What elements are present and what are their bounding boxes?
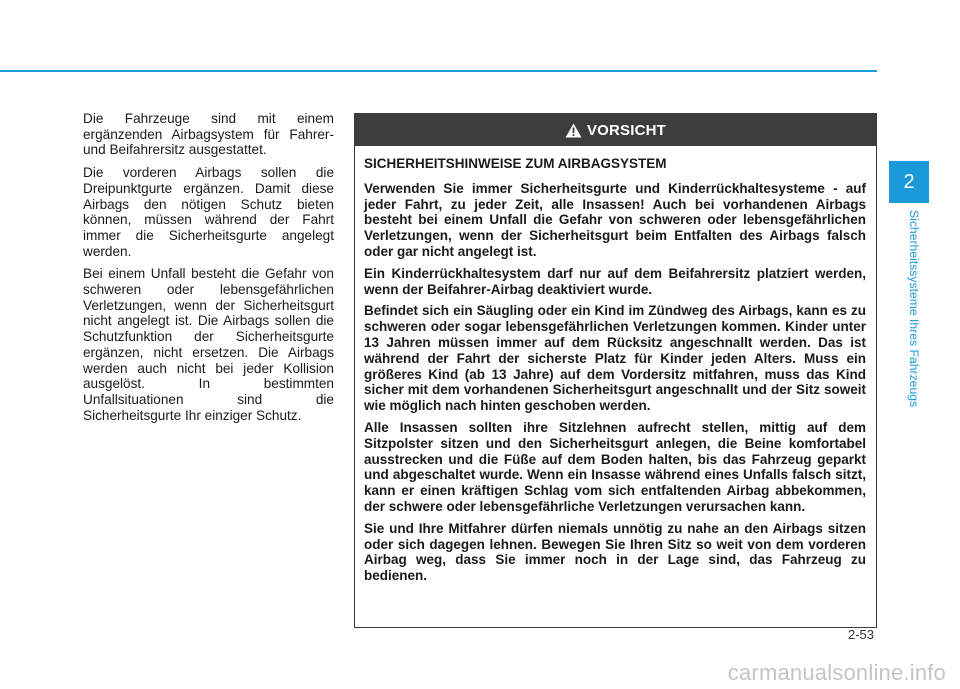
caution-title: SICHERHEITSHINWEISE ZUM AIRBAGSYSTEM xyxy=(364,156,667,171)
header-rule xyxy=(0,70,877,72)
caution-paragraph: Verwenden Sie immer Sicherheitsgurte und Kinderrückhaltesysteme - auf jeder Fahrt, zu jeder Zeit, alle Insassen! Auch bei vorhandenen Airbags besteht bei einem Unfall die Gefahr von schweren oder lebensgefährlichen Verletzungen, wenn der Sicherheitsgurt beim Entfalten des Airbags falsch oder gar nicht angelegt ist. xyxy=(364,180,866,259)
caution-paragraph: Alle Insassen sollten ihre Sitzlehnen aufrecht stellen, mittig auf dem Sitzpolster sitzen und den Sicherheitsgurt anlegen, die Beine komfortabel ausstrecken und die Füße auf dem Boden halten, bis das Fahrzeug geparkt und abgeschaltet wurde. Wenn ein Insasse während eines Unfalls falsch sitzt, kann er einen kräftigen Schlag vom sich entfaltenden Airbag abbekommen, der schwere oder lebensgefährliche Verletzungen verursachen kann. xyxy=(364,419,866,514)
caution-header-label: VORSICHT xyxy=(586,121,667,139)
page-number: 2-53 xyxy=(847,627,874,642)
caution-paragraph: Sie und Ihre Mitfahrer dürfen niemals unnötig zu nahe an den Airbags sitzen oder sich dagegen lehnen. Bewegen Sie Ihren Sitz so weit von dem vorderen Airbag weg, dass Sie immer noch in der Lage sind, das Fahrzeug zu bedienen. xyxy=(364,520,866,584)
warning-triangle-icon xyxy=(565,123,582,138)
caution-box xyxy=(354,113,877,628)
caution-paragraph: Ein Kinderrückhaltesystem darf nur auf dem Beifahrersitz platziert werden, wenn der Beifahrer-Airbag deaktiviert wurde. xyxy=(364,265,866,297)
chapter-title: Sicherheitssysteme Ihres Fahrzeugs xyxy=(907,210,921,408)
body-text-column xyxy=(83,111,334,430)
body-paragraph: Die vorderen Airbags sollen die Dreipunktgurte ergänzen. Damit diese Airbags den nötigen Schutz bieten können, müssen während der Fahrt immer die Sicherheitsgurte angelegt werden. xyxy=(83,165,334,259)
body-paragraph: Die Fahrzeuge sind mit einem ergänzenden Airbagsystem für Fahrer- und Beifahrersitz ausgestattet. xyxy=(83,111,334,158)
caution-header xyxy=(355,114,876,146)
caution-paragraph: Befindet sich ein Säugling oder ein Kind im Zündweg des Airbags, kann es zu schweren oder sogar lebensgefährlichen Verletzungen kommen. Kinder unter 13 Jahren müssen immer auf dem Rücksitz angeschnallt werden. Das ist während der Fahrt der sicherste Platz für Kinder jeden Alters. Muss ein größeres Kind (ab 13 Jahre) auf dem Vordersitz mitfahren, muss das Kind sicher mit dem vorhandenen Sicherheitsgurt angeschnallt und der Sitz soweit wie möglich nach hinten geschoben werden. xyxy=(364,303,866,414)
caution-body xyxy=(355,146,876,584)
body-paragraph: Bei einem Unfall besteht die Gefahr von schweren oder lebensgefährlichen Verletzungen, wenn der Sicherheitsgurt nicht angelegt ist. Die Airbags sollen die Schutzfunktion der Sicherheitsgurte ergänzen, nicht ersetzen. Die Airbags werden auch nicht bei jeder Kollision ausgelöst. In bestimmten Unfallsituationen sind die Sicherheitsgurte Ihr einziger Schutz. xyxy=(83,266,334,423)
chapter-number-tab: 2 xyxy=(889,161,929,203)
watermark: carmanualsonline.info xyxy=(727,660,946,685)
